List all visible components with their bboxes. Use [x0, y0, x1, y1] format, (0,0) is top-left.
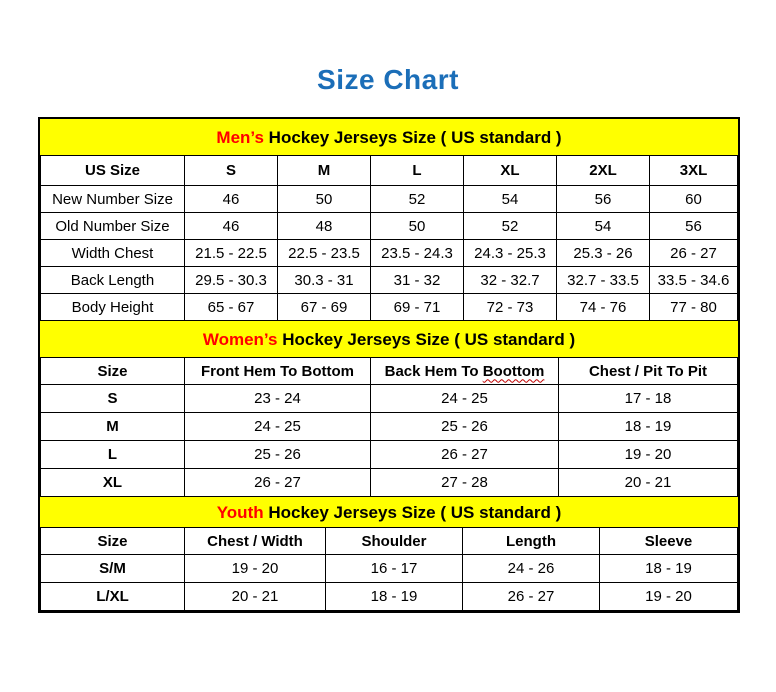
- cell: 65 - 67: [185, 294, 278, 321]
- cell: 56: [650, 213, 738, 240]
- cell: 50: [278, 186, 371, 213]
- cell: 52: [464, 213, 557, 240]
- col-header: Chest / Width: [185, 528, 326, 555]
- table-row: [41, 441, 738, 469]
- cell: 22.5 - 23.5: [278, 240, 371, 267]
- cell: 33.5 - 34.6: [650, 267, 738, 294]
- cell: 52: [371, 186, 464, 213]
- table-row: [41, 294, 738, 321]
- col-header: US Size: [41, 156, 185, 186]
- youth-band-accent-text: Youth: [216, 503, 264, 522]
- row-label: Back Length: [41, 267, 185, 294]
- cell: 31 - 32: [371, 267, 464, 294]
- table-row: [41, 413, 738, 441]
- youth-size-table: [40, 527, 738, 611]
- cell: 26 - 27: [463, 583, 600, 611]
- cell: 26 - 27: [185, 469, 371, 497]
- cell: 67 - 69: [278, 294, 371, 321]
- cell: 18 - 19: [559, 413, 738, 441]
- col-header: Chest / Pit To Pit: [559, 358, 738, 385]
- cell: 25.3 - 26: [557, 240, 650, 267]
- cell: 77 - 80: [650, 294, 738, 321]
- cell: 18 - 19: [326, 583, 463, 611]
- cell: 46: [185, 213, 278, 240]
- size-chart-container: [38, 117, 740, 613]
- col-header: L: [371, 156, 464, 186]
- cell: 19 - 20: [185, 555, 326, 583]
- col-header: Shoulder: [326, 528, 463, 555]
- table-row: [41, 186, 738, 213]
- cell: 24 - 26: [463, 555, 600, 583]
- cell: 26 - 27: [371, 441, 559, 469]
- cell: 27 - 28: [371, 469, 559, 497]
- col-header: Size: [41, 358, 185, 385]
- cell: 46: [185, 186, 278, 213]
- cell: 23.5 - 24.3: [371, 240, 464, 267]
- cell: 18 - 19: [600, 555, 738, 583]
- misspelled-word: Boottom: [482, 362, 545, 380]
- cell: 21.5 - 22.5: [185, 240, 278, 267]
- cell: 60: [650, 186, 738, 213]
- cell: 23 - 24: [185, 385, 371, 413]
- cell: 25 - 26: [371, 413, 559, 441]
- row-label: XL: [41, 469, 185, 497]
- row-label: M: [41, 413, 185, 441]
- cell: 29.5 - 30.3: [185, 267, 278, 294]
- cell: 17 - 18: [559, 385, 738, 413]
- table-row: [41, 240, 738, 267]
- row-label: S/M: [41, 555, 185, 583]
- table-header-row: [41, 528, 738, 555]
- cell: 48: [278, 213, 371, 240]
- cell: 56: [557, 186, 650, 213]
- table-header-row: [41, 156, 738, 186]
- cell: 30.3 - 31: [278, 267, 371, 294]
- col-header: S: [185, 156, 278, 186]
- col-header-misspelled: [371, 358, 559, 385]
- row-label: L/XL: [41, 583, 185, 611]
- col-header-text: Back Hem To: [384, 362, 483, 380]
- cell: 72 - 73: [464, 294, 557, 321]
- row-label: S: [41, 385, 185, 413]
- table-row: [41, 469, 738, 497]
- cell: 74 - 76: [557, 294, 650, 321]
- col-header: 2XL: [557, 156, 650, 186]
- womens-size-table: [40, 357, 738, 497]
- col-header: Size: [41, 528, 185, 555]
- cell: 20 - 21: [559, 469, 738, 497]
- mens-band-accent-text: Men’s: [216, 128, 264, 147]
- cell: 54: [464, 186, 557, 213]
- table-row: [41, 213, 738, 240]
- table-header-row: [41, 358, 738, 385]
- table-row: [41, 555, 738, 583]
- womens-band-accent-text: Women’s: [202, 330, 278, 349]
- row-label: Body Height: [41, 294, 185, 321]
- col-header: M: [278, 156, 371, 186]
- mens-band-text: Hockey Jerseys Size ( US standard ): [263, 128, 562, 147]
- cell: 50: [371, 213, 464, 240]
- cell: 24.3 - 25.3: [464, 240, 557, 267]
- row-label: Width Chest: [41, 240, 185, 267]
- cell: 32.7 - 33.5: [557, 267, 650, 294]
- cell: 26 - 27: [650, 240, 738, 267]
- table-row: [41, 385, 738, 413]
- youth-band-text: Hockey Jerseys Size ( US standard ): [263, 503, 562, 522]
- cell: 20 - 21: [185, 583, 326, 611]
- cell: 32 - 32.7: [464, 267, 557, 294]
- mens-section-band: [40, 119, 738, 155]
- cell: 24 - 25: [371, 385, 559, 413]
- cell: 69 - 71: [371, 294, 464, 321]
- cell: 16 - 17: [326, 555, 463, 583]
- cell: 24 - 25: [185, 413, 371, 441]
- table-row: [41, 267, 738, 294]
- cell: 19 - 20: [600, 583, 738, 611]
- youth-section-band: [40, 497, 738, 527]
- page-title: Size Chart: [317, 64, 459, 95]
- womens-band-text: Hockey Jerseys Size ( US standard ): [277, 330, 576, 349]
- col-header: Length: [463, 528, 600, 555]
- col-header: 3XL: [650, 156, 738, 186]
- col-header: Sleeve: [600, 528, 738, 555]
- womens-section-band: [40, 321, 738, 357]
- row-label: New Number Size: [41, 186, 185, 213]
- col-header: Front Hem To Bottom: [185, 358, 371, 385]
- cell: 25 - 26: [185, 441, 371, 469]
- col-header: XL: [464, 156, 557, 186]
- mens-size-table: [40, 155, 738, 321]
- row-label: L: [41, 441, 185, 469]
- cell: 19 - 20: [559, 441, 738, 469]
- cell: 54: [557, 213, 650, 240]
- row-label: Old Number Size: [41, 213, 185, 240]
- table-row: [41, 583, 738, 611]
